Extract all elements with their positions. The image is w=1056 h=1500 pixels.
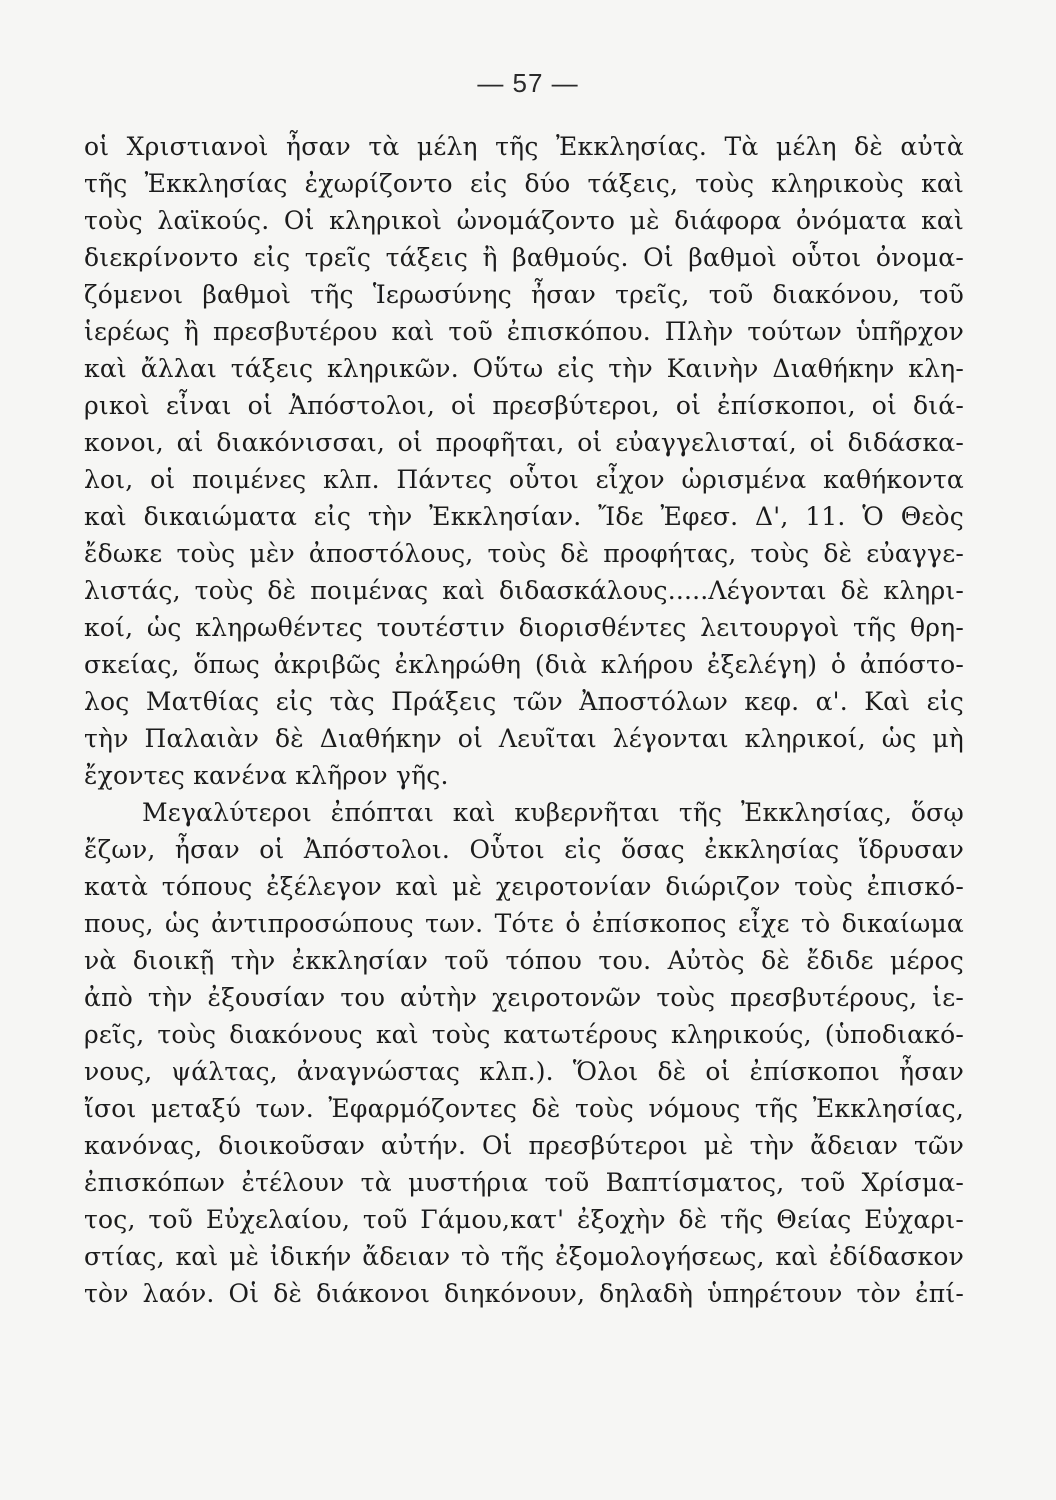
text-line: ρεῖς, τοὺς διακόνους καὶ τοὺς κατωτέρους κληρικούς, (ὑποδιακό- — [84, 1020, 964, 1049]
text-line: νὰ διοικῇ τὴν ἐκκλησίαν τοῦ τόπου του. Αὐτὸς δὲ ἔδιδε μέρος — [84, 946, 964, 975]
text-line: κανόνας, διοικοῦσαν αὐτήν. Οἱ πρεσβύτεροι μὲ τὴν ἄδειαν τῶν — [84, 1131, 964, 1160]
text-line: ἀπὸ τὴν ἐξουσίαν του αὐτὴν χειροτονῶν τοὺς πρεσβυτέρους, ἱε- — [84, 983, 964, 1012]
text-line: διεκρίνοντο εἰς τρεῖς τάξεις ἢ βαθμούς. Οἱ βαθμοὶ οὗτοι ὀνομα- — [84, 243, 964, 272]
text-line: τοὺς λαϊκούς. Οἱ κληρικοὶ ὠνομάζοντο μὲ διάφορα ὀνόματα καὶ — [84, 206, 964, 235]
text-line: κατὰ τόπους ἐξέλεγον καὶ μὲ χειροτονίαν διώριζον τοὺς ἐπισκό- — [84, 872, 964, 901]
text-line: στίας, καὶ μὲ ἰδικήν ἄδειαν τὸ τῆς ἐξομολογήσεως, καὶ ἐδίδασκον — [84, 1242, 964, 1271]
text-line: ἐπισκόπων ἐτέλουν τὰ μυστήρια τοῦ Βαπτίσματος, τοῦ Χρίσμα- — [84, 1168, 964, 1197]
text-line: ἔδωκε τοὺς μὲν ἀποστόλους, τοὺς δὲ προφήτας, τοὺς δὲ εὐαγγε- — [84, 539, 964, 568]
text-line: ρικοὶ εἶναι οἱ Ἀπόστολοι, οἱ πρεσβύτεροι, οἱ ἐπίσκοποι, οἱ διά- — [84, 391, 964, 420]
text-line: τος, τοῦ Εὐχελαίου, τοῦ Γάμου,κατ' ἐξοχὴν δὲ τῆς Θείας Εὐχαρι- — [84, 1205, 964, 1234]
text-line: καὶ ἄλλαι τάξεις κληρικῶν. Οὕτω εἰς τὴν Καινὴν Διαθήκην κλη- — [84, 354, 964, 383]
text-line: σκείας, ὅπως ἀκριβῶς ἐκληρώθη (διὰ κλήρου ἐξελέγη) ὁ ἀπόστο- — [84, 650, 964, 679]
paragraph-clergy-classes — [84, 128, 964, 794]
text-line: τὴν Παλαιὰν δὲ Διαθήκην οἱ Λευῖται λέγονται κληρικοί, ὡς μὴ — [84, 724, 964, 753]
text-line: νους, ψάλτας, ἀναγνώστας κλπ.). Ὅλοι δὲ οἱ ἐπίσκοποι ἦσαν — [84, 1057, 964, 1086]
text-line: λιστάς, τοὺς δὲ ποιμένας καὶ διδασκάλους.....Λέγονται δὲ κληρι- — [84, 576, 964, 605]
text-line: ἔχοντες κανένα κλῆρον γῆς. — [84, 761, 449, 790]
text-line: ζόμενοι βαθμοὶ τῆς Ἱερωσύνης ἦσαν τρεῖς, τοῦ διακόνου, τοῦ — [84, 280, 964, 309]
text-line: πους, ὡς ἀντιπροσώπους των. Τότε ὁ ἐπίσκοπος εἶχε τὸ δικαίωμα — [84, 909, 964, 938]
body-text — [84, 128, 964, 1312]
text-line: τῆς Ἐκκλησίας ἐχωρίζοντο εἰς δύο τάξεις, τοὺς κληρικοὺς καὶ — [84, 169, 964, 198]
text-line: κονοι, αἱ διακόνισσαι, οἱ προφῆται, οἱ εὐαγγελισταί, οἱ διδάσκα- — [84, 428, 964, 457]
text-line: Μεγαλύτεροι ἐπόπται καὶ κυβερνῆται τῆς Ἐκκλησίας, ὅσῳ — [142, 798, 964, 827]
text-line: κοί, ὡς κληρωθέντες τουτέστιν διορισθέντες λειτουργοὶ τῆς θρη- — [84, 613, 964, 642]
paragraph-apostles-bishops — [84, 794, 964, 1312]
page-number: — 57 — — [477, 68, 579, 98]
text-line: οἱ Χριστιανοὶ ἦσαν τὰ μέλη τῆς Ἐκκλησίας. Τὰ μέλη δὲ αὐτὰ — [84, 132, 964, 161]
text-line: λοι, οἱ ποιμένες κλπ. Πάντες οὗτοι εἶχον ὡρισμένα καθήκοντα — [84, 465, 964, 494]
text-line: ἔζων, ἦσαν οἱ Ἀπόστολοι. Οὗτοι εἰς ὅσας ἐκκλησίας ἵδρυσαν — [84, 835, 964, 864]
text-line: ἱερέως ἢ πρεσβυτέρου καὶ τοῦ ἐπισκόπου. Πλὴν τούτων ὑπῆρχον — [84, 317, 964, 346]
text-line: ἴσοι μεταξύ των. Ἐφαρμόζοντες δὲ τοὺς νόμους τῆς Ἐκκλησίας, — [84, 1094, 964, 1123]
text-line: λος Ματθίας εἰς τὰς Πράξεις τῶν Ἀποστόλων κεφ. α'. Καὶ εἰς — [84, 687, 964, 716]
text-line: καὶ δικαιώματα εἰς τὴν Ἐκκλησίαν. Ἴδε Ἐφεσ. Δ', 11. Ὁ Θεὸς — [84, 502, 964, 531]
text-line: τὸν λαόν. Οἱ δὲ διάκονοι διηκόνουν, δηλαδὴ ὑπηρέτουν τὸν ἐπί- — [84, 1279, 964, 1308]
